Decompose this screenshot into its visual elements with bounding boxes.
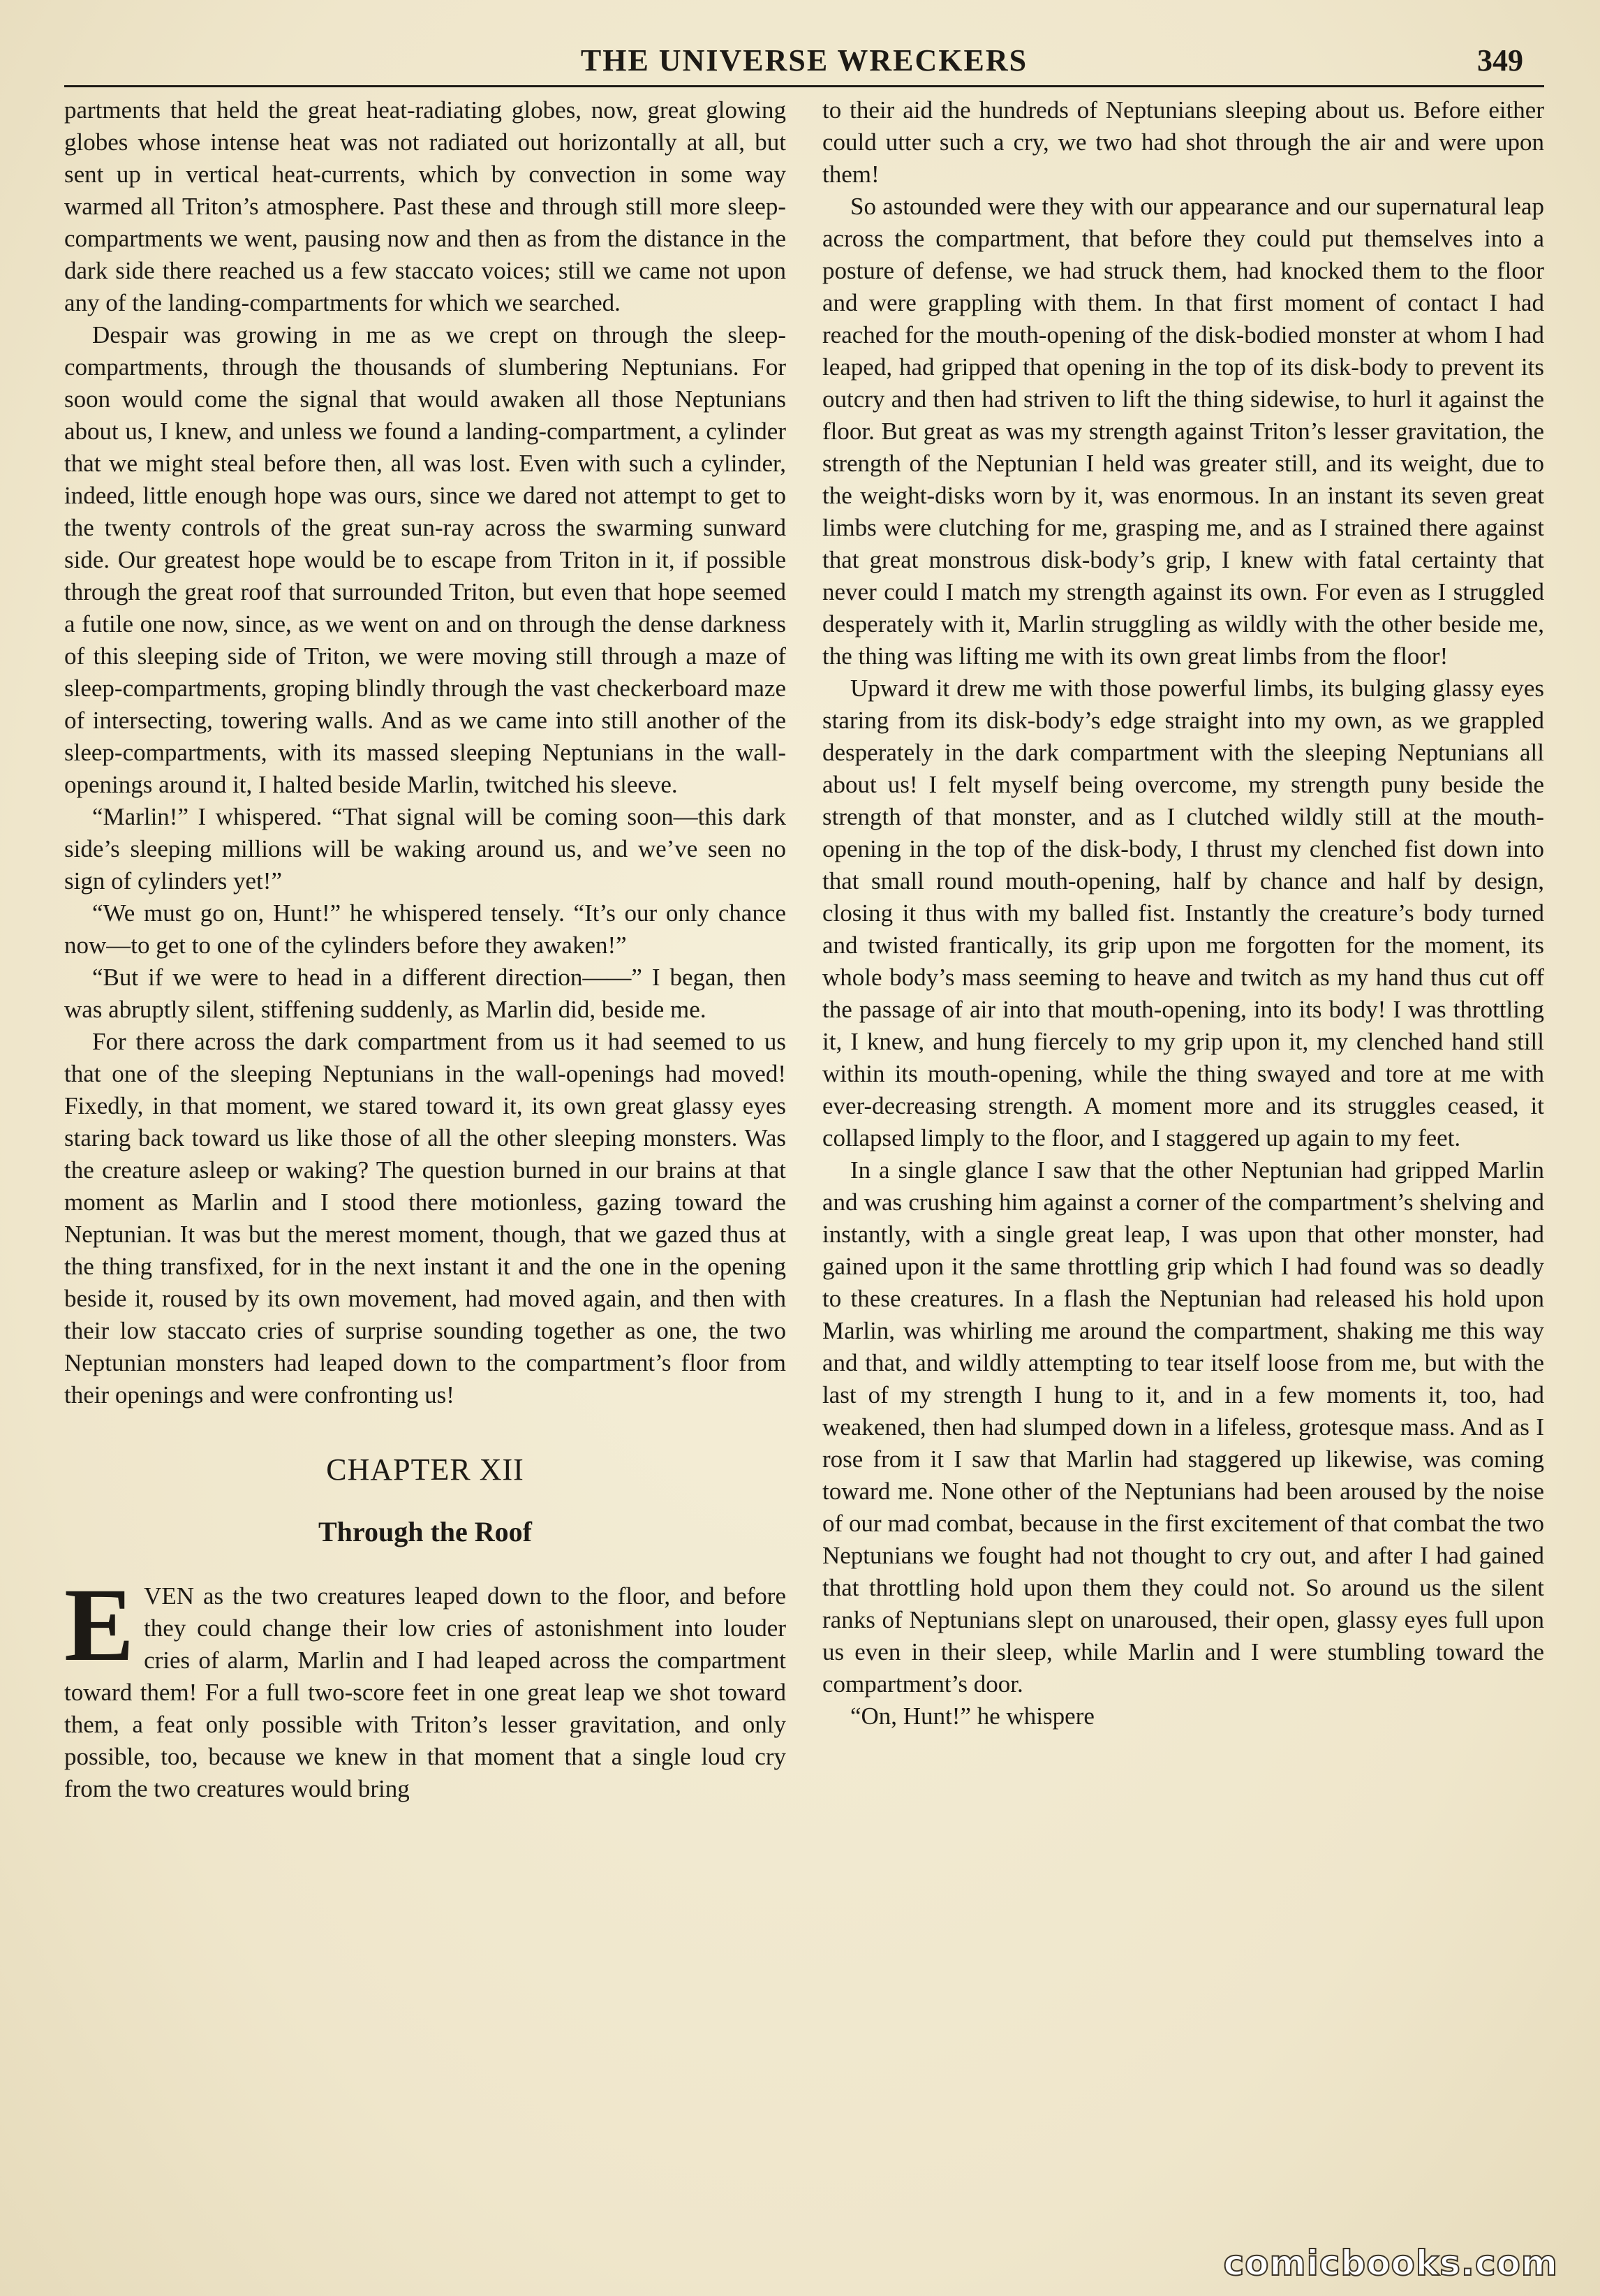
paragraph: “But if we were to head in a different direction——” I began, then was abruptly silent, stiffening suddenly, as Marlin did, beside me. [64, 964, 786, 1023]
drop-cap: E [64, 1567, 135, 1683]
paragraph: For there across the dark compartment from us it had seemed to us that one of the sleeping Neptunians in the wall-openings had moved! Fixedly, in that moment, we stared toward it, its own great glassy eyes staring back toward us like those of all the other sleeping monsters. Was the creature asleep or waking? The question burned in our brains at that moment as Marlin and I stood there motionless, gazing toward the Neptunian. It was but the merest moment, though, that we gazed thus at the thing transfixed, for in the next instant it and the one in the opening beside it, roused by its own movement, had moved again, and then with their low staccato cries of surprise sounding together as one, the two Neptunian monsters had leaped down to the compartment’s floor from their openings and were confronting us! [64, 1028, 786, 1408]
running-title: THE UNIVERSE WRECKERS [580, 43, 1028, 78]
paragraph: to their aid the hundreds of Neptunians sleeping about us. Before either could utter such a cry, we two had shot through the air and were upon them! [822, 96, 1544, 188]
watermark-logo: comicbooks.com [1223, 2243, 1558, 2283]
paragraph: Despair was growing in me as we crept on through the sleep-compartments, through the thousands of slumbering Neptunians. For soon would come the signal that would awaken all those Neptunians about us, I knew, and unless we found a landing-compartment, a cylinder that we might steal before then, all was lost. Even with such a cylinder, indeed, little enough hope was ours, since we dared not attempt to get to the twenty controls of the great sun-ray across the swarming sunward side. Our greatest hope would be to escape from Triton in it, if possible through the great roof that surrounded Triton, but even that hope seemed a futile one now, since, as we went on and on through the dense darkness of this sleeping side of Triton, we were moving still through a maze of sleep-compartments, groping blindly through the vast checkerboard maze of intersecting, towering walls. And as we came into still another of the sleep-compartments, with its massed sleeping Neptunians in the wall-openings around it, I halted beside Marlin, twitched his sleeve. [64, 321, 786, 798]
left-column [64, 94, 786, 1805]
paragraph: “On, Hunt!” he whispere [850, 1702, 1095, 1730]
paragraph: Upward it drew me with those powerful limbs, its bulging glassy eyes staring from its disk-body’s edge straight into my own, as we grappled desperately in the dark compartment with the sleeping Neptunians all about us! I felt myself being overcome, my strength puny beside the strength of that monster, and as I clutched wildly still at the mouth-opening in the top of the disk-body, I thrust my clenched fist down into that small round mouth-opening, half by chance and half by design, closing it thus with my balled fist. Instantly the creature’s body turned and twisted frantically, its grip upon me forgotten for the moment, its whole body’s mass seeming to heave and twitch as my hand thus cut off the passage of air into that mouth-opening, into its body! I was throttling it, I knew, and hung fiercely to my grip upon it, my clenched hand still within its mouth-opening, while the thing swayed and tore at me with ever-decreasing strength. A moment more and its struggles ceased, it collapsed limply to the floor, and I staggered up again to my feet. [822, 675, 1544, 1151]
chapter-heading: CHAPTER XII [326, 1452, 524, 1487]
right-column [822, 94, 1544, 1805]
chapter-subtitle: Through the Roof [318, 1516, 532, 1547]
chapter-opening [64, 1567, 786, 1805]
running-header [64, 36, 1544, 87]
paragraph: partments that held the great heat-radiating globes, now, great glowing globes whose intense heat was not radiated out horizontally at all, but sent up in vertical heat-currents, which by convection in some way warmed all Triton’s atmosphere. Past these and through still more sleep-compartments we went, pausing now and then as from the distance in the dark side there reached us a few staccato voices; still we came not upon any of the landing-compartments for which we searched. [64, 96, 786, 316]
text-columns [64, 94, 1544, 1805]
paragraph: “We must go on, Hunt!” he whispered tensely. “It’s our only chance now—to get to one of the cylinders before they awaken!” [64, 899, 786, 959]
opening-paragraph: VEN as the two creatures leaped down to the floor, and before they could change their low cries of astonishment into louder cries of alarm, Marlin and I had leaped across the compartment toward them! For a full two-score feet in one great leap we shot toward them, a feat only possible with Triton’s lesser gravitation, and only possible, too, because we knew in that moment that a single loud cry from the two creatures would bring [64, 1582, 786, 1802]
paragraph: In a single glance I saw that the other Neptunian had gripped Marlin and was crushing him against a corner of the compartment’s shelving and instantly, with a single great leap, I was upon that other monster, had gained upon it the same throttling grip which I had found was so deadly to these creatures. In a flash the Neptunian had released his hold upon Marlin, was whirling me around the compartment, shaking me this way and that, and wildly attempting to tear itself loose from me, but with the last of my strength I hung to it, and in a few moments it, too, had weakened, then had slumped down in a lifeless, grotesque mass. And as I rose from it I saw that Marlin had staggered up likewise, was coming toward me. None other of the Neptunians had been aroused by the noise of our mad combat, because in the first excitement of that combat the two Neptunians we fought had not thought to cry out, and after I had gained that throttling hold upon them they could not. So around us the silent ranks of Neptunians slept on unaroused, their open, glassy eyes full upon us even in their sleep, while Marlin and I were stumbling toward the compartment’s door. [822, 1156, 1544, 1698]
page-number: 349 [1477, 43, 1523, 78]
paragraph: “Marlin!” I whispered. “That signal will be coming soon—this dark side’s sleeping millions will be waking around us, and we’ve seen no sign of cylinders yet!” [64, 803, 786, 895]
paragraph: So astounded were they with our appearance and our supernatural leap across the compartment, that before they could put themselves into a posture of defense, we had struck them, had knocked them to the floor and were grappling with them. In that first moment of contact I had reached for the mouth-opening of the disk-bodied monster at whom I had leaped, had gripped that opening in the top of its disk-body to prevent its outcry and then had striven to lift the thing sidewise, to hurl it against the floor. But great as was my strength against Triton’s lesser gravitation, the strength of the Neptunian I held was greater still, and its weight, due to the weight-disks worn by it, was enormous. In an instant its seven great limbs were clutching for me, grasping me, and as I strained there against that great monstrous disk-body’s grip, I knew with fatal certainty that never could I match my strength against its own. For even as I struggled desperately with it, Marlin struggling as wildly with the other beside me, the thing was lifting me with its own great limbs from the floor! [822, 193, 1544, 670]
